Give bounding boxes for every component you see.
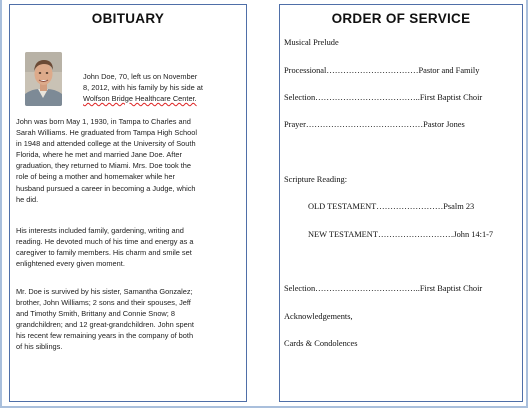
service-item-prayer: Prayer……………………………………Pastor Jones [284, 120, 465, 129]
paragraph-line: brother, John Williams; 2 sons and their spouses, Jeff [16, 298, 191, 308]
order-of-service-title: ORDER OF SERVICE [331, 11, 471, 26]
paragraph-line: his recent few remaining years in the company of both [16, 331, 194, 341]
paragraph-line: he did. [16, 194, 39, 204]
paragraph-line: grandchildren; and 12 great-grandchildren. John spent [16, 320, 194, 330]
service-item-scripture-reading: Scripture Reading: [284, 175, 348, 184]
service-item-cards-condolences: Cards & Condolences [284, 339, 358, 348]
obituary-panel [9, 4, 247, 402]
obituary-paragraph-survivors [16, 286, 244, 353]
order-of-service-panel [279, 4, 523, 402]
paragraph-line: enlightened every given moment. [16, 259, 125, 269]
obituary-intro [83, 71, 243, 104]
paragraph-line: husband pursued a career in becoming a Judge, which [16, 183, 196, 193]
paragraph-line: reading. He devoted much of his time and energy as a [16, 237, 194, 247]
portrait-image [25, 52, 62, 106]
paragraph-line: His interests included family, gardening, writing and [16, 226, 184, 235]
intro-line: 8, 2012, with his family by his side at [83, 83, 203, 92]
service-item-new-testament: NEW TESTAMENT………………………John 14:1-7 [308, 230, 494, 239]
paragraph-line: Mr. Doe is survived by his sister, Samantha Gonzalez; [16, 287, 193, 296]
paragraph-line: caregiver to family members. His charm and smile set [16, 248, 192, 258]
service-item-musical-prelude: Musical Prelude [284, 38, 339, 47]
service-item-acknowledgements: Acknowledgements, [284, 312, 353, 321]
obituary-title: OBITUARY [91, 11, 165, 26]
intro-line: John Doe, 70, left us on November [83, 72, 198, 81]
obituary-paragraph-biography [16, 116, 244, 205]
obituary-paragraph-interests [16, 225, 244, 269]
page-edge-left [0, 0, 2, 408]
paragraph-line: in 1948 and attended college at the University of South [16, 139, 196, 149]
service-item-selection-closing: Selection………………………………..First Baptist Choir [284, 284, 483, 293]
paragraph-line: Sarah Williams. He graduated from Tampa High School [16, 128, 198, 138]
paragraph-line: graduation, they returned to Miami. Mrs. Doe took the [16, 161, 191, 171]
service-item-processional: Processional……………………………Pastor and Family [284, 66, 480, 75]
intro-line: Wolfson Bridge Healthcare Center. [83, 94, 197, 103]
paragraph-line: and Timothy Smith, Brittany and Connie Snow; 8 [16, 309, 175, 319]
paragraph-line: Florida, where he met and married Jane Doe. After [16, 150, 182, 160]
service-item-selection: Selection………………………………..First Baptist Choir [284, 93, 483, 102]
paragraph-line: role of being a mother and homemaker while her [16, 172, 175, 182]
portrait-photo [25, 52, 62, 106]
paragraph-line: of his siblings. [16, 342, 63, 352]
service-item-old-testament: OLD TESTAMENT……………………Psalm 23 [308, 202, 475, 211]
paragraph-line: John was born May 1, 1930, in Tampa to Charles and [16, 117, 191, 126]
